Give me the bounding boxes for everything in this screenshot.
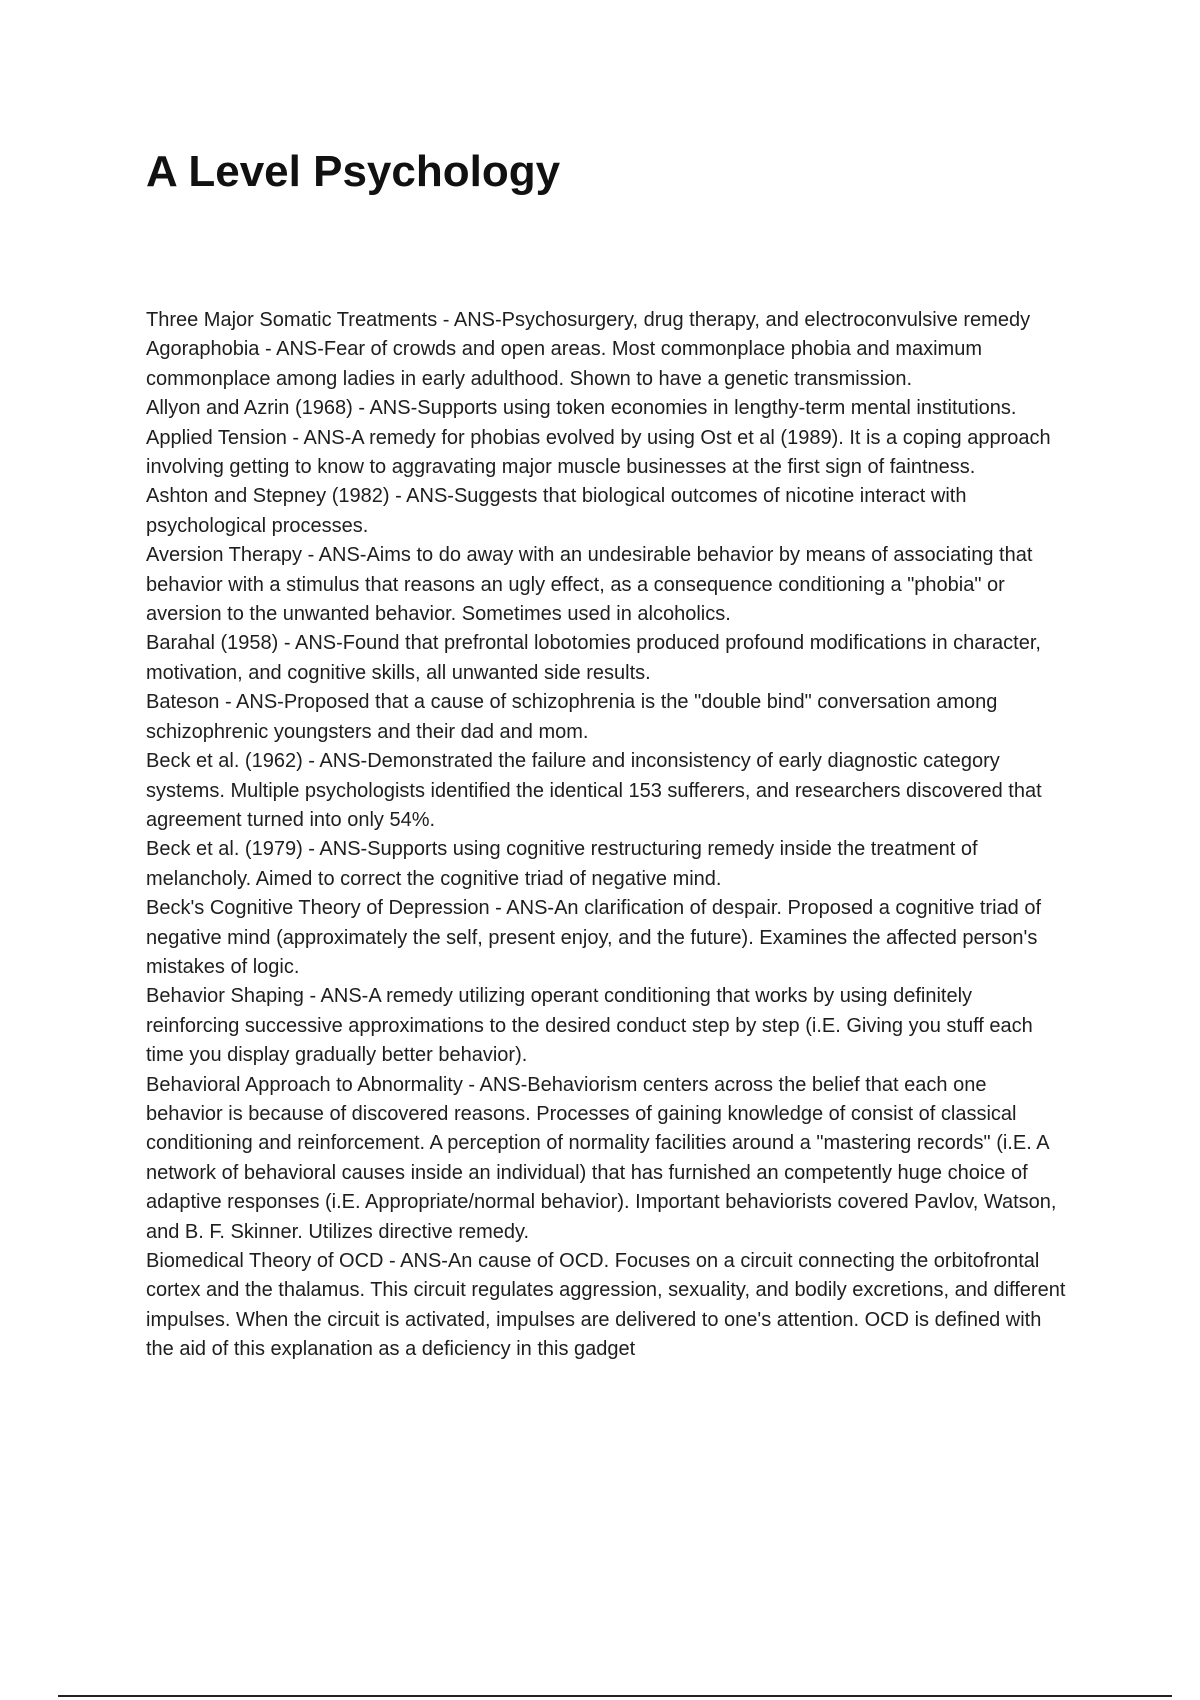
glossary-entry: Aversion Therapy - ANS-Aims to do away with an undesirable behavior by means of associating that behavior with a stimulus that reasons an ugly effect, as a consequence conditioning a "phobia" or aversion to the unwanted behavior. Sometimes used in alcoholics.: [146, 544, 1033, 626]
glossary-entry: Beck's Cognitive Theory of Depression - ANS-An clarification of despair. Proposed a cognitive triad of negative mind (approximately the self, present enjoy, and the future). Examines the affected person's mistakes of logic.: [146, 897, 1042, 978]
page-bottom-rule: [58, 1695, 1172, 1697]
glossary-entry: Bateson - ANS-Proposed that a cause of schizophrenia is the "double bind" conversation among schizophrenic youngsters and their dad and mom.: [146, 691, 998, 743]
glossary-entry: Behavior Shaping - ANS-A remedy utilizing operant conditioning that works by using definitely reinforcing successive approximations to the desired conduct step by step (i.E. Giving you stuff each time you display gradually better behavior).: [146, 985, 1033, 1067]
glossary-entry: Ashton and Stepney (1982) - ANS-Suggests that biological outcomes of nicotine interact with psychological processes.: [146, 485, 967, 537]
glossary-entry: Barahal (1958) - ANS-Found that prefrontal lobotomies produced profound modifications in character, motivation, and cognitive skills, all unwanted side results.: [146, 632, 1041, 684]
glossary-entry: Beck et al. (1962) - ANS-Demonstrated the failure and inconsistency of early diagnostic category systems. Multiple psychologists identified the identical 153 sufferers, and researchers discovered that agreement turned into only 54%.: [146, 750, 1042, 831]
glossary-entry: Agoraphobia - ANS-Fear of crowds and open areas. Most commonplace phobia and maximum commonplace among ladies in early adulthood. Shown to have a genetic transmission.: [146, 338, 982, 390]
glossary-entry: Allyon and Azrin (1968) - ANS-Supports using token economies in lengthy-term mental institutions.: [146, 397, 1017, 420]
page-title: A Level Psychology: [146, 147, 561, 196]
glossary-entries: [146, 306, 1066, 1365]
glossary-entry: Beck et al. (1979) - ANS-Supports using cognitive restructuring remedy inside the treatment of melancholy. Aimed to correct the cognitive triad of negative mind.: [146, 838, 978, 890]
glossary-entry: Three Major Somatic Treatments - ANS-Psychosurgery, drug therapy, and electroconvulsive remedy: [146, 309, 1031, 331]
glossary-entry: Behavioral Approach to Abnormality - ANS-Behaviorism centers across the belief that each one behavior is because of discovered reasons. Processes of gaining knowledge of consist of classical conditioning and reinforcement. A perception of normality facilities around a "mastering records" (i.E. A network of behavioral causes inside an individual) that has furnished an competently huge choice of adaptive responses (i.E. Appropriate/normal behavior). Important behaviorists covered Pavlov, Watson, and B. F. Skinner. Utilizes directive remedy.: [146, 1073, 1057, 1243]
glossary-entry: Biomedical Theory of OCD - ANS-An cause of OCD. Focuses on a circuit connecting the orbitofrontal cortex and the thalamus. This circuit regulates aggression, sexuality, and bodily excretions, and different impulses. When the circuit is activated, impulses are delivered to one's attention. OCD is defined with the aid of this explanation as a deficiency in this gadget: [146, 1250, 1066, 1361]
glossary-entry: Applied Tension - ANS-A remedy for phobias evolved by using Ost et al (1989). It is a coping approach involving getting to know to aggravating major muscle businesses at the first sign of faintness.: [146, 426, 1051, 479]
